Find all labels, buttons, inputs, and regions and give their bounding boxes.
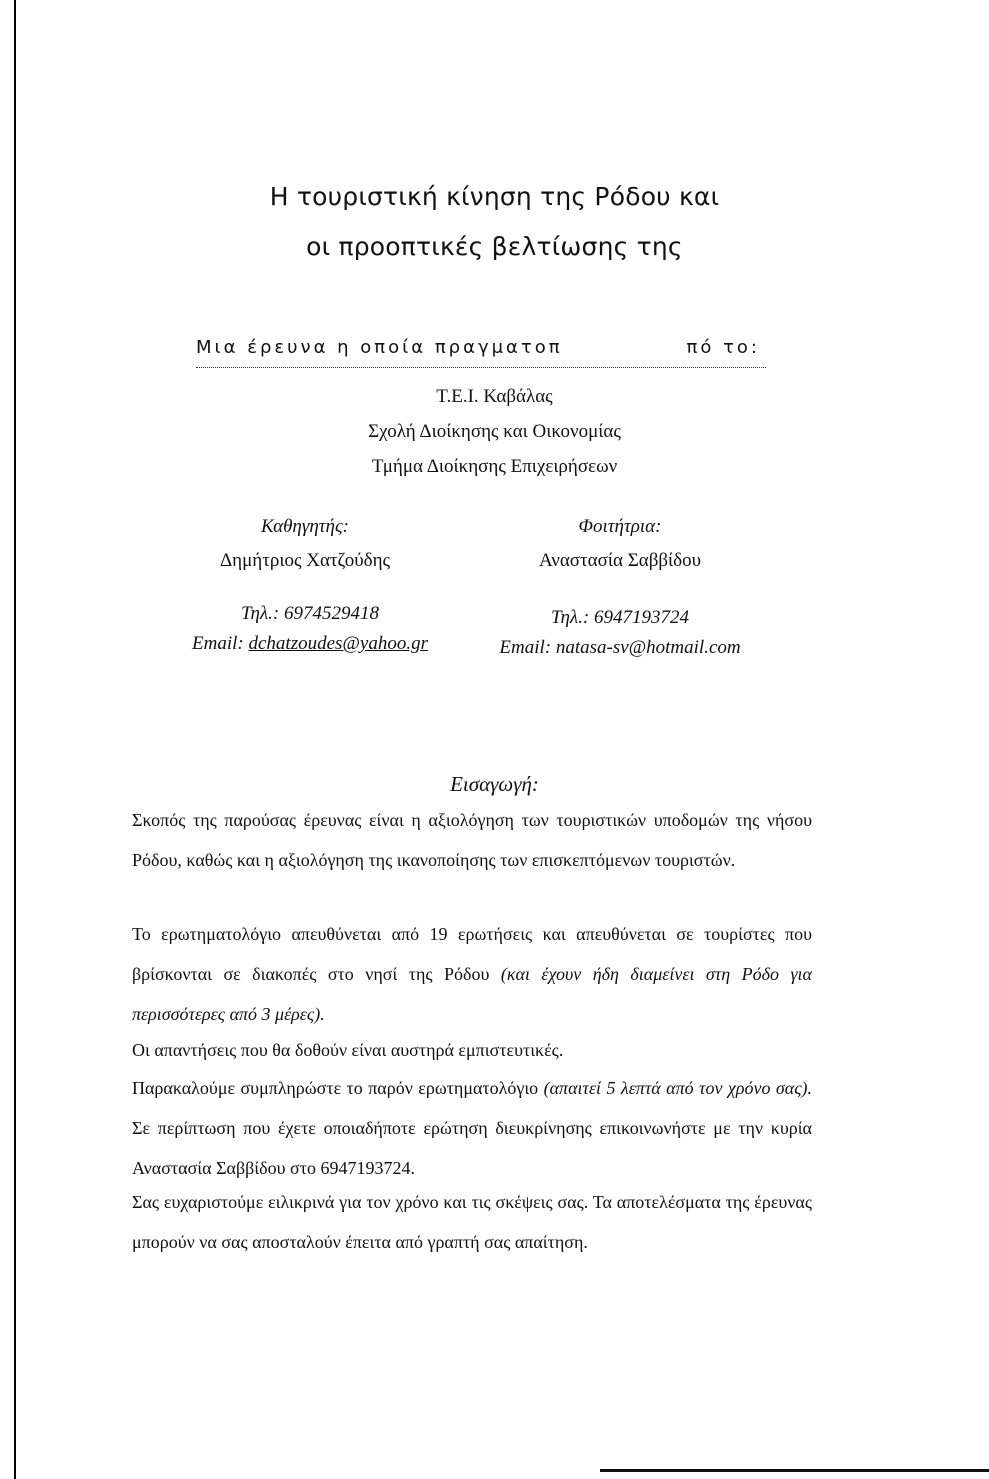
- intro-paragraph-4-text: Παρακαλούμε συμπληρώστε το παρόν ερωτηματολόγιο: [132, 1078, 544, 1098]
- survey-lead: Μια έρευνα η οποία πραγματοπ: [196, 337, 563, 358]
- professor-email-label: Email:: [192, 633, 244, 654]
- title-line-2: οι προοπτικές βελτίωσης της: [306, 232, 683, 261]
- institution-school: Τ.Ε.Ι. Καβάλας: [436, 386, 553, 407]
- institution-department: Τμήμα Διοίκησης Επιχειρήσεων: [371, 456, 618, 477]
- student-phone: Τηλ.: 6947193724: [550, 607, 689, 628]
- title-line-1: Η τουριστική κίνηση της Ρόδου και: [269, 182, 720, 211]
- intro-paragraph-1: Σκοπός της παρούσας έρευνας είναι η αξιολόγηση των τουριστικών υποδομών της νήσου Ρόδου, καθώς και η αξιολόγηση της ικανοποίησης των επισκεπτόμενων τουριστών.: [132, 810, 812, 870]
- intro-paragraph-2: [132, 914, 812, 1034]
- intro-paragraph-2-text: Το ερωτηματολόγιο απευθύνεται από 19 ερωτήσεις και απευθύνεται σε τουρίστες που βρίσκονται σε διακοπές στο νησί της Ρόδου: [132, 924, 812, 984]
- survey-statement: [196, 337, 766, 368]
- student-email-label: Email:: [499, 637, 552, 658]
- intro-paragraph-4-note: (απαιτεί 5 λεπτά από τον χρόνο σας).: [543, 1078, 813, 1098]
- student-role: Φοιτήτρια:: [578, 516, 662, 537]
- professor-contact: [160, 603, 460, 655]
- scan-edge-bottom: [600, 1469, 989, 1472]
- student-email[interactable]: natasa-sv@hotmail.com: [555, 637, 741, 658]
- student-name: Αναστασία Σαββίδου: [538, 550, 702, 571]
- professor-name: Δημήτριος Χατζούδης: [219, 550, 391, 571]
- professor-phone: Τηλ.: 6974529418: [240, 603, 379, 624]
- professor-block: [180, 516, 430, 572]
- student-contact: [470, 607, 770, 659]
- intro-paragraph-3: Οι απαντήσεις που θα δοθούν είναι αυστηρά εμπιστευτικές.: [132, 1040, 564, 1060]
- intro-paragraph-5: Σας ευχαριστούμε ειλικρινά για τον χρόνο και τις σκέψεις σας. Τα αποτελέσματα της έρευνας μπορούν να σας αποσταλούν έπειτα από γραπτή σας απαίτηση.: [132, 1192, 812, 1252]
- professor-role: Καθηγητής:: [260, 516, 350, 537]
- intro-heading: Εισαγωγή:: [450, 772, 539, 796]
- scan-edge-left: [14, 0, 16, 1479]
- institution-faculty: Σχολή Διοίκησης και Οικονομίας: [368, 421, 621, 442]
- survey-tail: πό το:: [686, 337, 760, 358]
- student-block: [505, 516, 735, 572]
- intro-paragraph-4-rest: Σε περίπτωση που έχετε οποιαδήποτε ερώτηση διευκρίνησης επικοινωνήστε με την κυρία Αναστασία Σαββίδου στο 6947193724.: [132, 1118, 812, 1178]
- intro-paragraph-4: [132, 1068, 812, 1188]
- intro-paragraph-2-note: (και έχουν ήδη διαμείνει στη Ρόδο για περισσότερες από 3 μέρες).: [132, 964, 812, 1024]
- professor-email-link[interactable]: dchatzoudes@yahoo.gr: [248, 633, 428, 654]
